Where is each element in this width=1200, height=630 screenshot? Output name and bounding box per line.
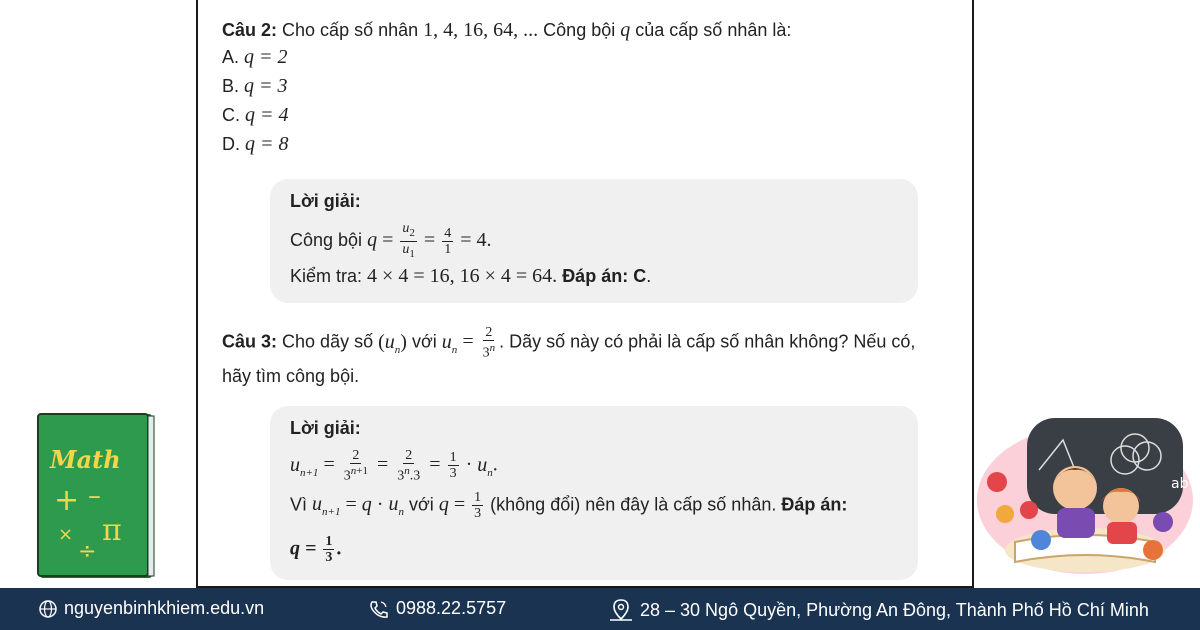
- math-book-illustration: [36, 412, 156, 580]
- question-2-sequence: 1, 4, 16, 64, ...: [423, 19, 539, 41]
- solution-2-line-2: [290, 265, 651, 288]
- math-check: 4 × 4 = 16, 16 × 4 = 64.: [367, 265, 558, 287]
- question-2-text: Cho cấp số nhân: [282, 20, 419, 40]
- math-op: .: [336, 537, 342, 560]
- question-3-stem-line-2: hãy tìm công bội.: [222, 366, 360, 386]
- globe-icon: [38, 599, 58, 619]
- fraction: $\frac{2}{3^n}$: [482, 325, 496, 361]
- question-2-stem: [222, 16, 791, 45]
- math-op: =: [462, 330, 474, 353]
- footer-phone[interactable]: [368, 598, 506, 619]
- math-var: $u_{n+1}$: [312, 493, 341, 519]
- math-op: =: [423, 229, 436, 252]
- footer-address: [608, 598, 1149, 622]
- option-expr: q = 4: [245, 104, 289, 126]
- answer-end: .: [646, 266, 652, 286]
- solution-text: với: [409, 494, 434, 515]
- solution-3-line-2: [290, 490, 847, 521]
- solution-heading: Lời giải:: [290, 418, 361, 438]
- solution-box-3: [270, 406, 918, 580]
- math-op: ·: [376, 493, 384, 516]
- answer-label: Đáp án: C: [562, 266, 647, 286]
- phone-icon: [368, 599, 390, 619]
- question-3-stem: [222, 325, 962, 365]
- phone-text: 0988.22.5757: [396, 598, 507, 618]
- math-var: $u_n$: [441, 330, 458, 356]
- plus-symbol: +: [54, 483, 80, 518]
- ab2-label: ab²: [1171, 476, 1195, 492]
- math-var: $u_{n+1}$: [290, 453, 319, 479]
- fraction: $\frac{1}{3}$: [325, 534, 333, 565]
- math-op: =: [453, 493, 466, 516]
- question-3-text: Cho dãy số: [282, 331, 374, 352]
- math-op: =: [376, 453, 389, 476]
- fraction: $\frac{u_2}{u_1}$: [402, 221, 415, 260]
- option-letter: A.: [222, 47, 240, 67]
- footer-bar: [0, 588, 1200, 630]
- solution-3-line-1: [290, 448, 498, 484]
- math-var: q: [361, 493, 372, 516]
- question-2-var: q: [620, 19, 631, 41]
- option-letter: C.: [222, 105, 240, 125]
- times-symbol: ×: [58, 524, 74, 545]
- question-2-text-b: Công bội: [543, 20, 616, 40]
- website-text: nguyenbinhkhiem.edu.vn: [64, 598, 265, 618]
- location-pin-icon: [608, 598, 634, 622]
- math-op: =: [382, 229, 394, 252]
- question-3-text-c: . Dãy số này có phải là cấp số nhân không? Nếu có,: [499, 331, 916, 352]
- content-card: [196, 0, 974, 588]
- pi-symbol: π: [102, 513, 122, 548]
- math-op: =: [429, 453, 441, 476]
- question-2-text-c: của cấp số nhân là:: [635, 20, 792, 40]
- option-d: [222, 133, 289, 156]
- minus-symbol: –: [88, 481, 101, 511]
- math-op: ·: [465, 453, 473, 476]
- option-expr: q = 3: [244, 75, 288, 97]
- fraction: $\frac{2}{3^{n+1}}$: [343, 448, 368, 484]
- answer-label: Đáp án:: [781, 494, 848, 515]
- fraction: $\frac{1}{3}$: [449, 450, 457, 482]
- answer-expr: q =: [290, 537, 317, 560]
- option-letter: D.: [222, 134, 240, 154]
- fraction: $\frac{1}{3}$: [474, 490, 482, 521]
- option-b: [222, 75, 288, 98]
- solution-text: Công bội: [290, 230, 363, 251]
- solution-2-line-1: [290, 221, 492, 262]
- math-result: = 4.: [460, 229, 492, 252]
- math-op: =: [345, 493, 357, 516]
- solution-3-answer: [290, 534, 341, 565]
- solution-text: Vì: [290, 494, 308, 515]
- math-op: =: [323, 453, 335, 476]
- solution-text: (không đổi) nên đây là cấp số nhân.: [490, 494, 777, 515]
- math-var: q: [367, 229, 378, 252]
- option-expr: q = 8: [245, 133, 289, 155]
- solution-text: Kiểm tra:: [290, 266, 363, 286]
- kids-reading-illustration: [975, 410, 1195, 580]
- question-3-text-b: với: [411, 331, 437, 352]
- math-op: .: [492, 453, 498, 476]
- math-var: $u_n$: [477, 453, 493, 479]
- divide-symbol: ÷: [78, 539, 97, 564]
- option-c: [222, 104, 289, 127]
- footer-website[interactable]: [38, 598, 264, 619]
- math-seq: $(u_n)$: [378, 330, 407, 356]
- question-2-label: Câu 2:: [222, 20, 278, 40]
- solution-box-2: [270, 179, 918, 303]
- fraction: $\frac{4}{1}$: [444, 225, 452, 257]
- book-title: Math: [50, 445, 121, 474]
- fraction: $\frac{2}{3^n.3}$: [397, 448, 421, 484]
- solution-heading: Lời giải:: [290, 191, 361, 211]
- option-a: [222, 46, 288, 69]
- math-var: q: [438, 493, 449, 516]
- option-expr: q = 2: [244, 46, 288, 68]
- address-text: 28 – 30 Ngô Quyền, Phường An Đông, Thành Phố Hồ Chí Minh: [640, 599, 1149, 620]
- question-3-label: Câu 3:: [222, 331, 278, 352]
- math-var: $u_n$: [388, 493, 404, 519]
- option-letter: B.: [222, 76, 240, 96]
